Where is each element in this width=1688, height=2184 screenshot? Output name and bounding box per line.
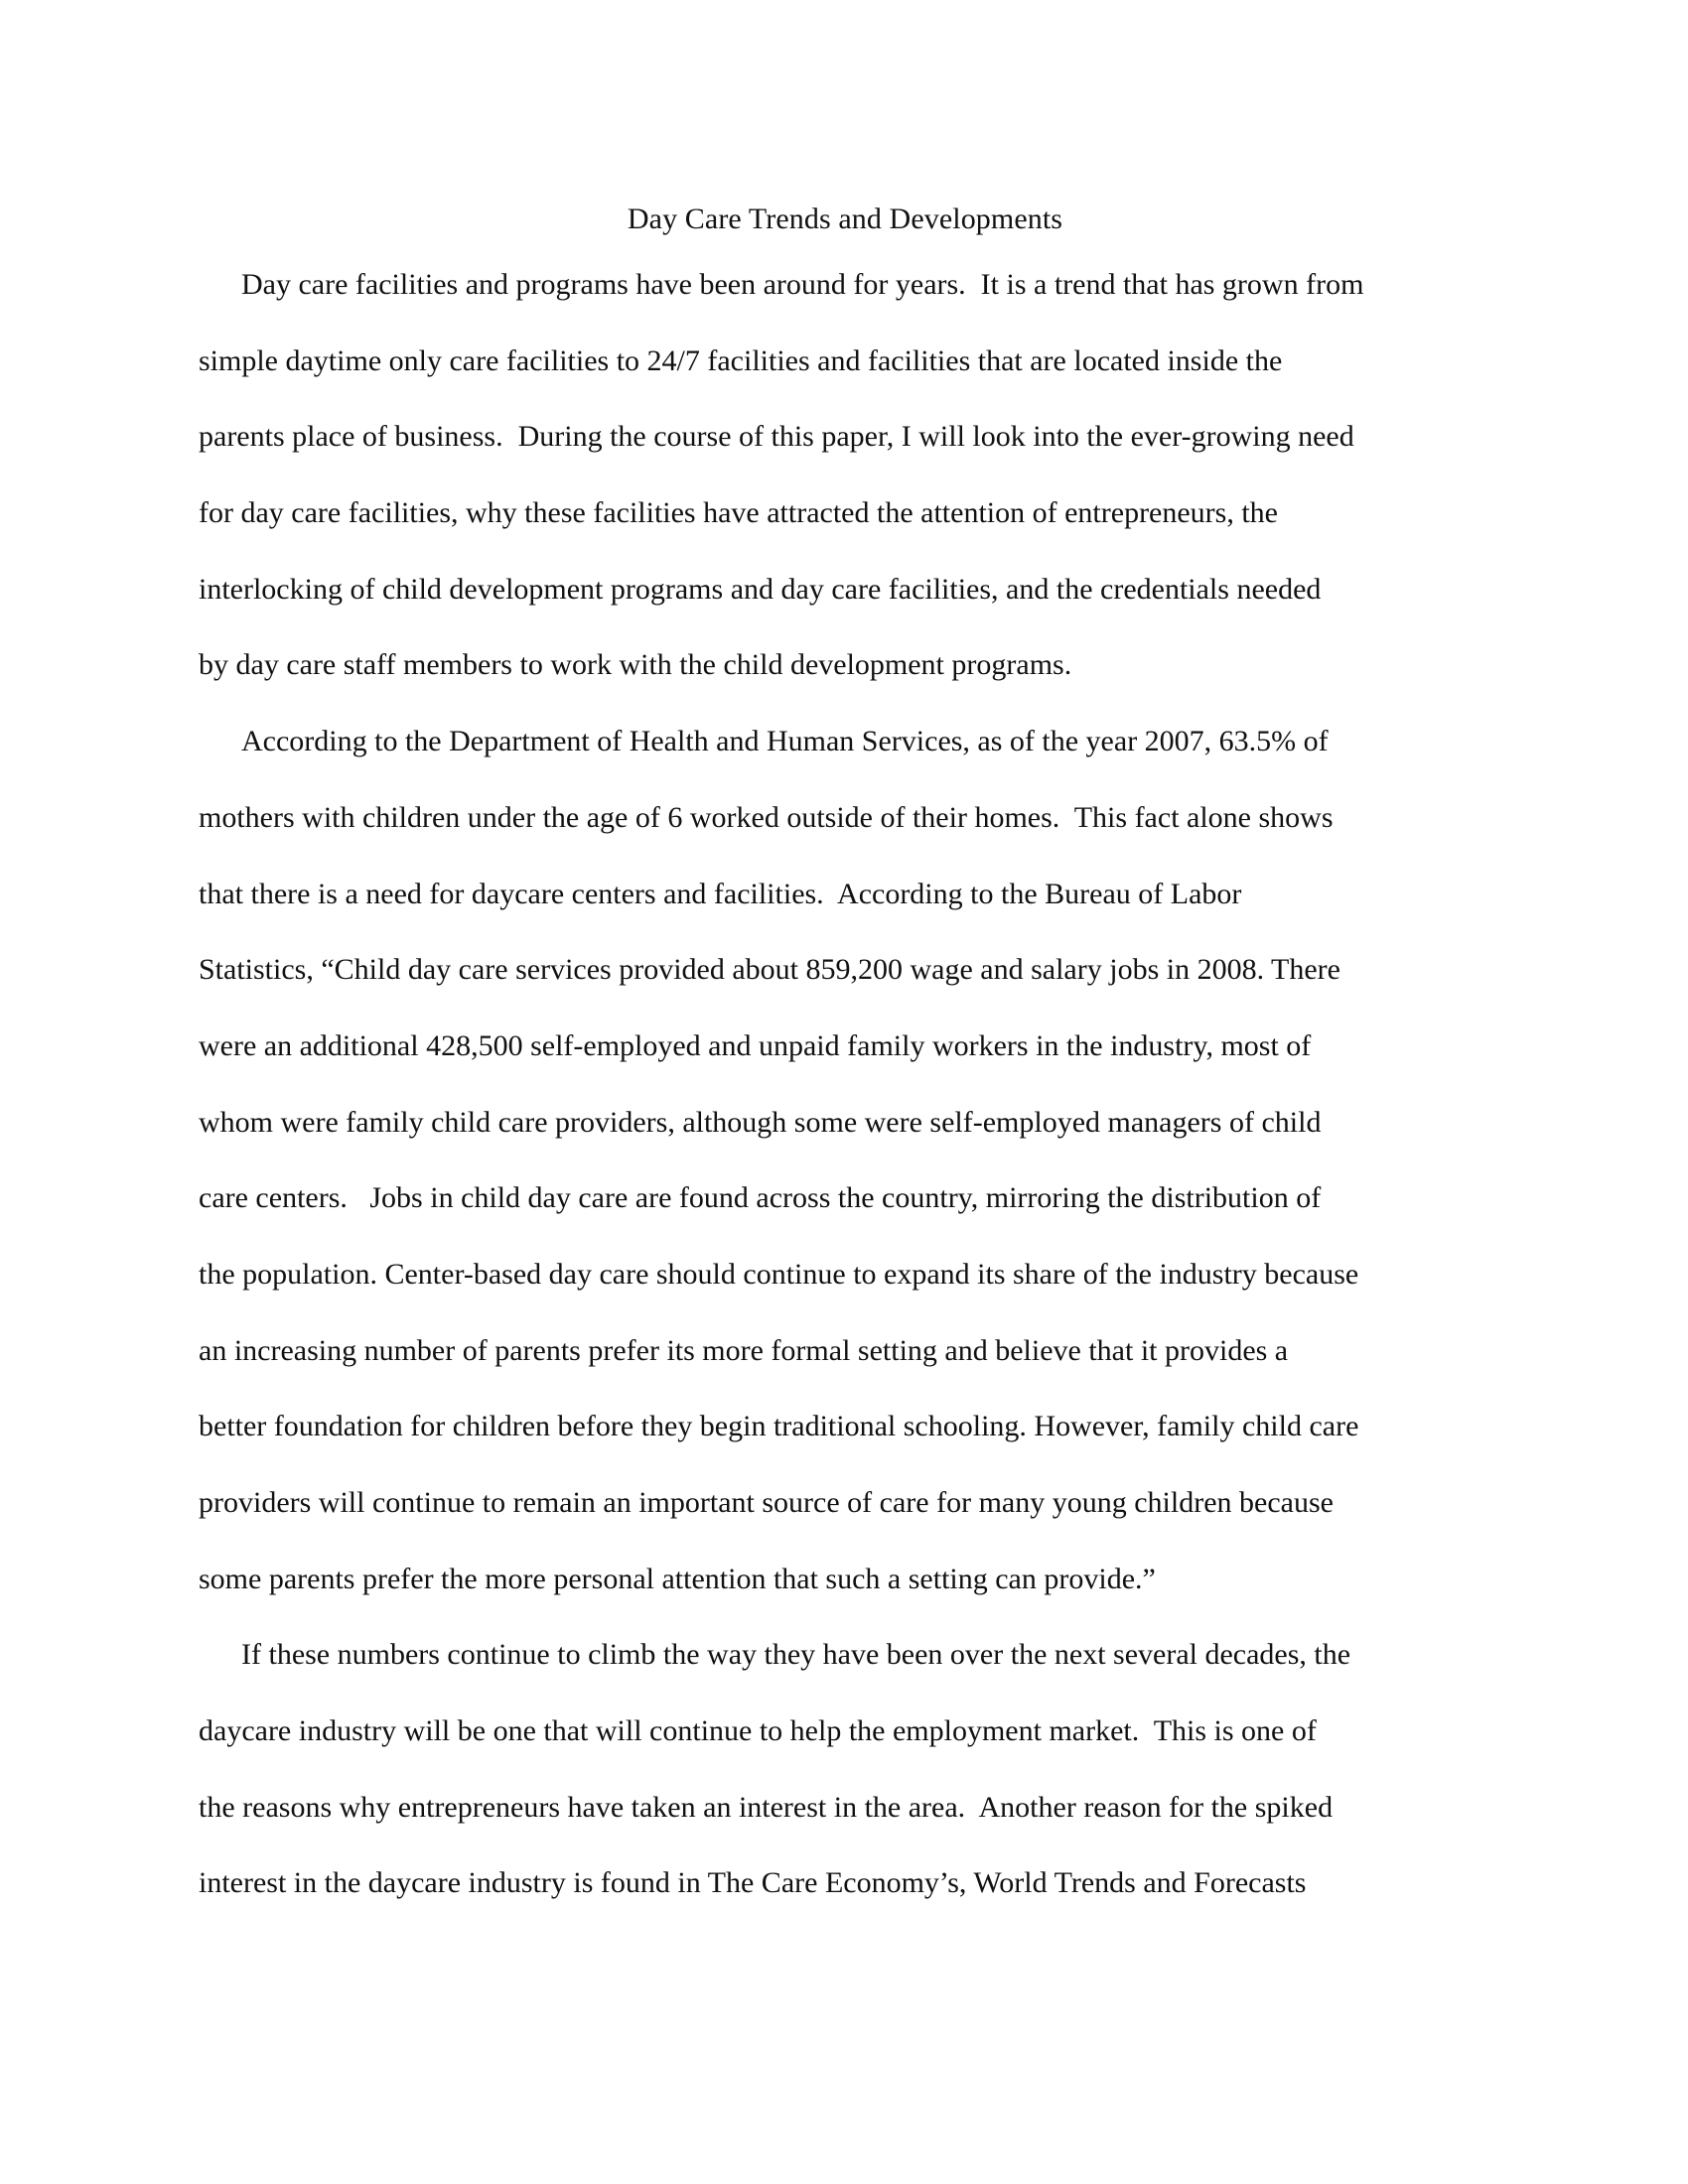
text-line: If these numbers continue to climb the way they have been over the next several decades, the (241, 1638, 1351, 1672)
text-line: interest in the daycare industry is found in The Care Economy’s, World Trends and Forecasts (199, 1866, 1307, 1900)
text-line: interlocking of child development programs and day care facilities, and the credentials needed (199, 572, 1322, 606)
text-line: for day care facilities, why these facilities have attracted the attention of entrepreneurs, the (199, 496, 1279, 530)
text-line: simple daytime only care facilities to 24/7 facilities and facilities that are located inside the (199, 343, 1283, 377)
text-line: Statistics, “Child day care services provided about 859,200 wage and salary jobs in 2008. There (199, 953, 1340, 987)
paragraph-2 (199, 727, 1491, 1640)
text-line: whom were family child care providers, although some were self-employed managers of child (199, 1105, 1322, 1139)
text-line: an increasing number of parents prefer its more formal setting and believe that it provides a (199, 1333, 1289, 1367)
text-line: Day care facilities and programs have been around for years. It is a trend that has grown from (241, 268, 1364, 301)
text-line: that there is a need for daycare centers and facilities. According to the Bureau of Labor (199, 877, 1242, 910)
text-line: some parents prefer the more personal attention that such a setting can provide.” (199, 1562, 1156, 1595)
document-page (199, 195, 1491, 1945)
text-line: the reasons why entrepreneurs have taken an interest in the area. Another reason for the spiked (199, 1790, 1334, 1824)
text-line: care centers. Jobs in child day care are found across the country, mirroring the distribution of (199, 1181, 1322, 1215)
text-line: were an additional 428,500 self-employed and unpaid family workers in the industry, most of (199, 1028, 1312, 1062)
paragraph-1 (199, 270, 1491, 727)
text-line: by day care staff members to work with the child development programs. (199, 648, 1072, 682)
text-line: better foundation for children before they begin traditional schooling. However, family child care (199, 1410, 1359, 1443)
document-title: Day Care Trends and Developments (627, 203, 1063, 235)
text-line: According to the Department of Health and Human Services, as of the year 2007, 63.5% of (241, 725, 1329, 758)
text-line: the population. Center-based day care should continue to expand its share of the industry because (199, 1257, 1359, 1291)
text-line: providers will continue to remain an important source of care for many young children because (199, 1486, 1334, 1519)
text-line: parents place of business. During the course of this paper, I will look into the ever-growing need (199, 420, 1354, 454)
text-line: mothers with children under the age of 6 worked outside of their homes. This fact alone shows (199, 800, 1334, 834)
text-line: daycare industry will be one that will continue to help the employment market. This is one of (199, 1714, 1317, 1748)
paragraph-3 (199, 1640, 1491, 1945)
